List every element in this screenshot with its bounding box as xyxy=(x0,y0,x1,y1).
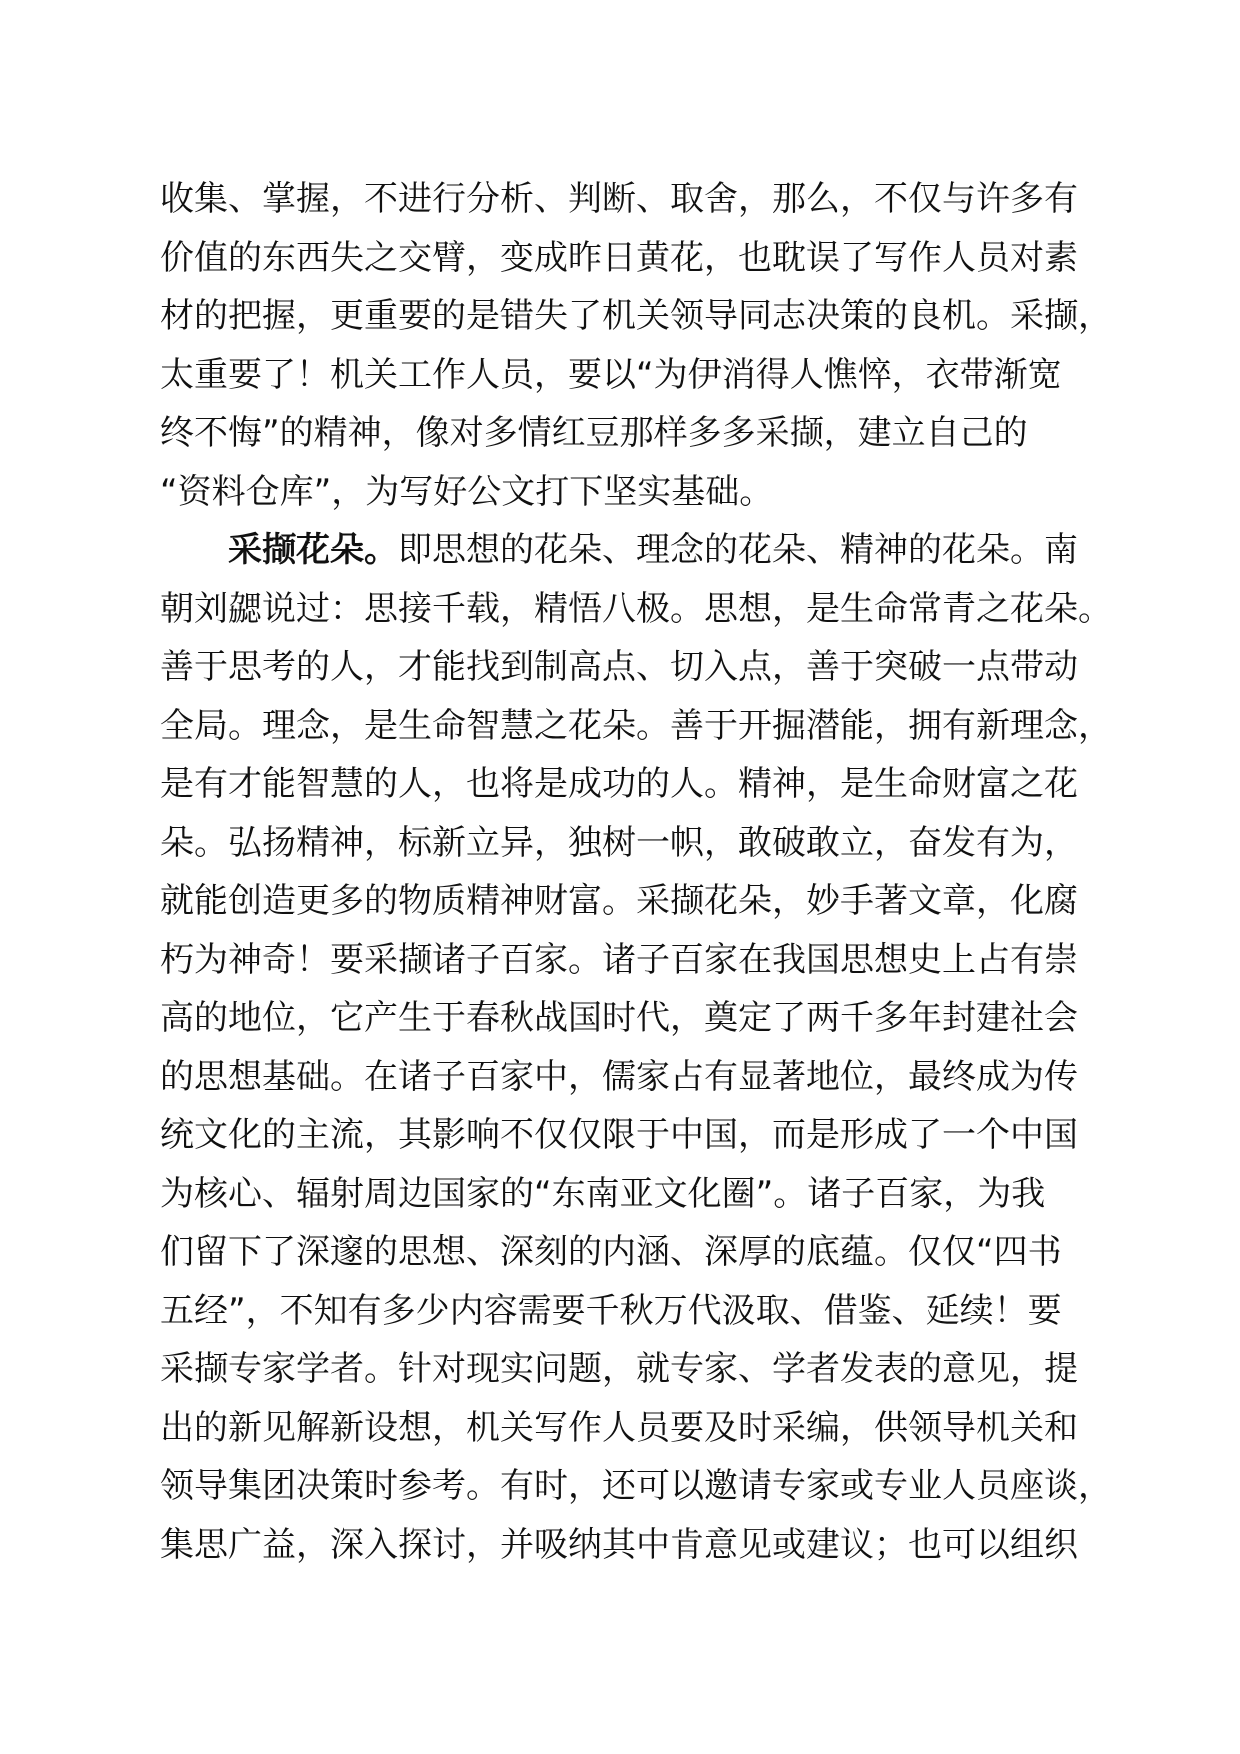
text-line: 采撷专家学者。针对现实问题，就专家、学者发表的意见，提 xyxy=(160,1349,1078,1389)
text-line: 朵。弘扬精神，标新立异，独树一帜，敢破敢立，奋发有为， xyxy=(160,822,1078,863)
text-line: 太重要了！机关工作人员，要以“为伊消得人憔悴，衣带渐宽 xyxy=(160,354,1062,395)
paragraph-2 xyxy=(160,521,1112,1574)
text-line: 是有才能智慧的人，也将是成功的人。精神，是生命财富之花 xyxy=(160,764,1078,804)
text-line: 为核心、辐射周边国家的“东南亚文化圈”。诸子百家，为我 xyxy=(160,1173,1046,1214)
body-text xyxy=(160,170,1112,1574)
text-line: 统文化的主流，其影响不仅仅限于中国，而是形成了一个中国 xyxy=(160,1115,1078,1155)
paragraph-1 xyxy=(160,170,1112,521)
text-line: 集思广益，深入探讨，并吸纳其中肯意见或建议；也可以组织 xyxy=(160,1524,1078,1565)
text-line: 全局。理念，是生命智慧之花朵。善于开掘潜能，拥有新理念， xyxy=(160,705,1112,746)
text-line: 五经”，不知有多少内容需要千秋万代汲取、借鉴、延续！要 xyxy=(160,1290,1062,1331)
text-line: 朝刘勰说过：思接千载，精悟八极。思想，是生命常青之花朵。 xyxy=(160,588,1112,629)
text-line: 善于思考的人，才能找到制高点、切入点，善于突破一点带动 xyxy=(160,647,1078,687)
text-line: 终不悔”的精神，像对多情红豆那样多多采撷，建立自己的 xyxy=(160,413,1028,453)
text-line: “资料仓库”，为写好公文打下坚实基础。 xyxy=(160,471,774,512)
first-line-text: 即思想的花朵、理念的花朵、精神的花朵。南 xyxy=(398,530,1078,570)
text-line: 们留下了深邃的思想、深刻的内涵、深厚的底蕴。仅仅“四书 xyxy=(160,1232,1062,1272)
text-line: 就能创造更多的物质精神财富。采撷花朵，妙手著文章，化腐 xyxy=(160,881,1078,921)
text-line: 收集、掌握，不进行分析、判断、取舍，那么，不仅与许多有 xyxy=(160,179,1078,219)
paragraph-first-line xyxy=(160,521,1100,580)
text-line: 出的新见解新设想，机关写作人员要及时采编，供领导机关和 xyxy=(160,1407,1078,1448)
text-line: 高的地位，它产生于春秋战国时代，奠定了两千多年封建社会 xyxy=(160,998,1078,1038)
text-line: 领导集团决策时参考。有时，还可以邀请专家或专业人员座谈， xyxy=(160,1466,1112,1506)
text-line: 朽为神奇！要采撷诸子百家。诸子百家在我国思想史上占有崇 xyxy=(160,939,1078,980)
text-line: 的思想基础。在诸子百家中，儒家占有显著地位，最终成为传 xyxy=(160,1056,1078,1097)
text-line: 价值的东西失之交臂，变成昨日黄花，也耽误了写作人员对素 xyxy=(160,237,1078,278)
paragraph-heading: 采撷花朵。 xyxy=(228,530,398,570)
text-line: 材的把握，更重要的是错失了机关领导同志决策的良机。采撷， xyxy=(160,296,1112,336)
